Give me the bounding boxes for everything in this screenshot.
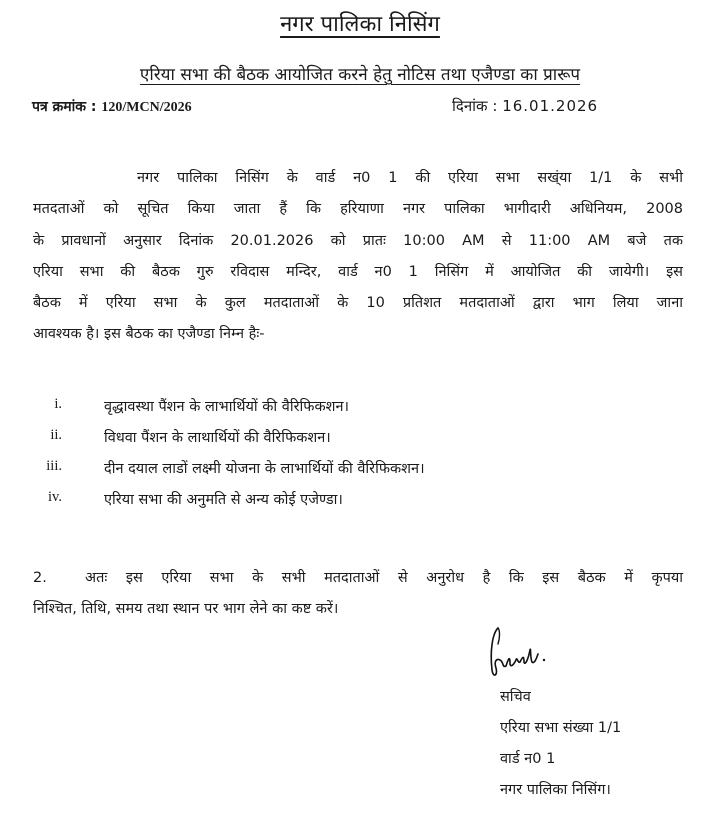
document-subtitle <box>0 62 720 85</box>
signatory-designation: सचिव <box>500 689 531 705</box>
subtitle-text: एरिया सभा की बैठक आयोजित करने हेतु नोटिस तथा एजैण्डा का प्रारूप <box>139 65 581 85</box>
agenda-number: iv. <box>48 489 62 505</box>
agenda-number: iii. <box>46 458 62 474</box>
reference-number: 120/MCN/2026 <box>101 100 192 115</box>
notice-paragraph-1 <box>33 163 683 351</box>
signature-icon <box>484 624 564 684</box>
agenda-text: एरिया सभा की अनुमति से अन्य कोई एजेण्डा। <box>104 492 343 508</box>
agenda-text: वृद्धावस्था पैंशन के लाभार्थियों की वैरिफिकशन। <box>104 399 349 415</box>
paragraph-text: अतः इस एरिया सभा के सभी मतदाताओं से अनुरोध है कि इस बैठक में कृपया <box>85 570 683 586</box>
document-title <box>0 8 720 38</box>
reference-number-line <box>32 97 192 116</box>
paragraph-line: आवश्यक है। इस बैठक का एजैण्डा निम्न हैः- <box>33 326 265 343</box>
paragraph-line: नगर पालिका निसिंग के वार्ड न0 1 की एरिया सभा सख्ंया 1/1 के सभी <box>137 170 683 186</box>
signature-block <box>500 682 621 806</box>
paragraph-number: 2. <box>33 570 47 586</box>
agenda-text: दीन दयाल लाडों लक्ष्मी योजना के लाभार्थियों की वैरिफिकशन। <box>104 461 425 477</box>
date-label: दिनांक : <box>452 97 498 115</box>
title-text: नगर पालिका निसिंग <box>280 12 440 37</box>
paragraph-line: एरिया सभा की बैठक गुरु रविदास मन्दिर, वार्ड न0 1 निसिंग में आयोजित की जायेगी। इस <box>33 263 683 280</box>
date-value: 16.01.2026 <box>502 97 599 115</box>
signatory-ward: वार्ड न0 1 <box>500 751 556 767</box>
reference-label: पत्र क्रमांक : <box>32 99 97 115</box>
signatory-municipality: नगर पालिका निसिंग। <box>500 782 611 798</box>
agenda-number: ii. <box>50 427 62 443</box>
agenda-number: i. <box>54 396 62 412</box>
notice-paragraph-2 <box>33 563 683 626</box>
paragraph-line: बैठक में एरिया सभा के कुल मतदाताओं के 10 प्रतिशत मतदाताओं द्वारा भाग लिया जाना <box>33 295 683 312</box>
paragraph-line: के प्रावधानों अनुसार दिनांक 20.01.2026 को प्रातः 10:00 AM से 11:00 AM बजे तक <box>33 232 683 249</box>
paragraph-line: मतदताओं को सूचित किया जाता हैं कि हरियाणा नगर पालिका भागीदारी अधिनियम, 2008 <box>33 201 683 218</box>
agenda-text: विधवा पैंशन के लाथार्थियों की वैरिफिकशन। <box>104 430 331 446</box>
date-line <box>452 96 598 116</box>
paragraph-line <box>33 563 683 594</box>
paragraph-line: निश्चित, तिथि, समय तथा स्थान पर भाग लेने का कष्ट करें। <box>33 601 339 618</box>
signatory-area-sabha: एरिया सभा संख्या 1/1 <box>500 720 622 736</box>
